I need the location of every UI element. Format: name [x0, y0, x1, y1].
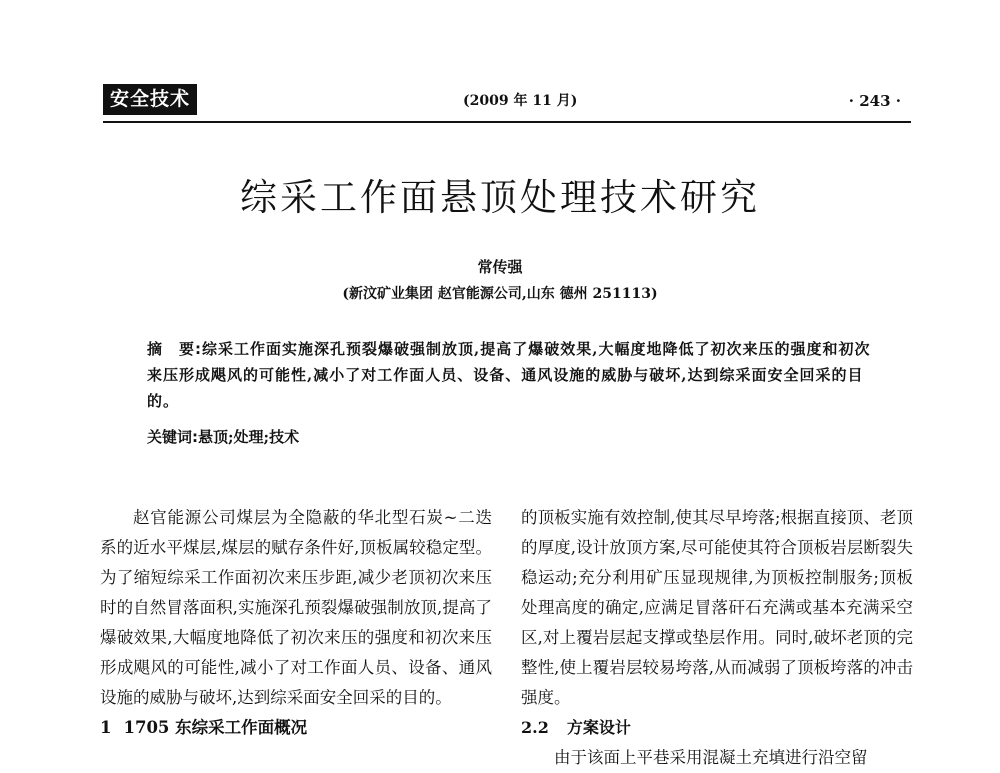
affiliation: (新汶矿业集团 赵官能源公司,山东 德州 251113) [342, 286, 658, 302]
keywords-text: 悬顶;处理;技术 [198, 428, 300, 446]
section-number: 1 [100, 718, 112, 737]
section-heading [100, 713, 492, 743]
section-tag: 安全技术 [103, 84, 197, 115]
abstract-label: 摘 要: [147, 340, 202, 358]
author: 常传强 [477, 258, 523, 276]
keywords [147, 424, 871, 450]
header-rule [103, 121, 911, 123]
subsection-number: 2.2 [521, 718, 549, 737]
abstract [147, 336, 871, 414]
continued-paragraph: 的顶板实施有效控制,使其尽早垮落;根据直接顶、老顶的厚度,设计放顶方案,尽可能使其符合顶板岩层断裂失稳运动;充分利用矿压显现规律,为顶板控制服务;顶板处理高度的确定,应满足冒落矸石充满或基本充满采空区,对上覆岩层起支撑或垫层作用。同时,破坏老顶的完整性,使上覆岩层较易垮落,从而减弱了顶板垮落的冲击强度。 [521, 508, 913, 707]
design-paragraph: 由于该面上平巷采用混凝土充填进行沿空留 [554, 748, 868, 767]
section-title: 1705 东综采工作面概况 [123, 718, 308, 737]
body-column-right [521, 503, 913, 773]
intro-paragraph: 赵官能源公司煤层为全隐蔽的华北型石炭~二迭系的近水平煤层,煤层的赋存条件好,顶板属较稳定型。为了缩短综采工作面初次来压步距,减少老顶初次来压时的自然冒落面积,实施深孔预裂爆破强制放顶,提高了爆破效果,大幅度地降低了初次来压的强度和初次来压形成飓风的可能性,减小了对工作面人员、设备、通风设施的威胁与破坏,达到综采面安全回采的目的。 [100, 508, 492, 707]
subsection-heading [521, 713, 913, 743]
issue-date: (2009 年 11 月) [463, 93, 578, 109]
paper-title: 综采工作面悬顶处理技术研究 [240, 176, 760, 219]
running-header [103, 84, 911, 118]
body-column-left [100, 503, 492, 743]
abstract-text: 综采工作面实施深孔预裂爆破强制放顶,提高了爆破效果,大幅度地降低了初次来压的强度和初次来压形成飓风的可能性,减小了对工作面人员、设备、通风设施的威胁与破坏,达到综采面安全回采的目的。 [147, 340, 871, 410]
keywords-label: 关键词: [147, 428, 198, 446]
page-number: · 243 · [848, 92, 901, 110]
subsection-title: 方案设计 [566, 718, 631, 737]
